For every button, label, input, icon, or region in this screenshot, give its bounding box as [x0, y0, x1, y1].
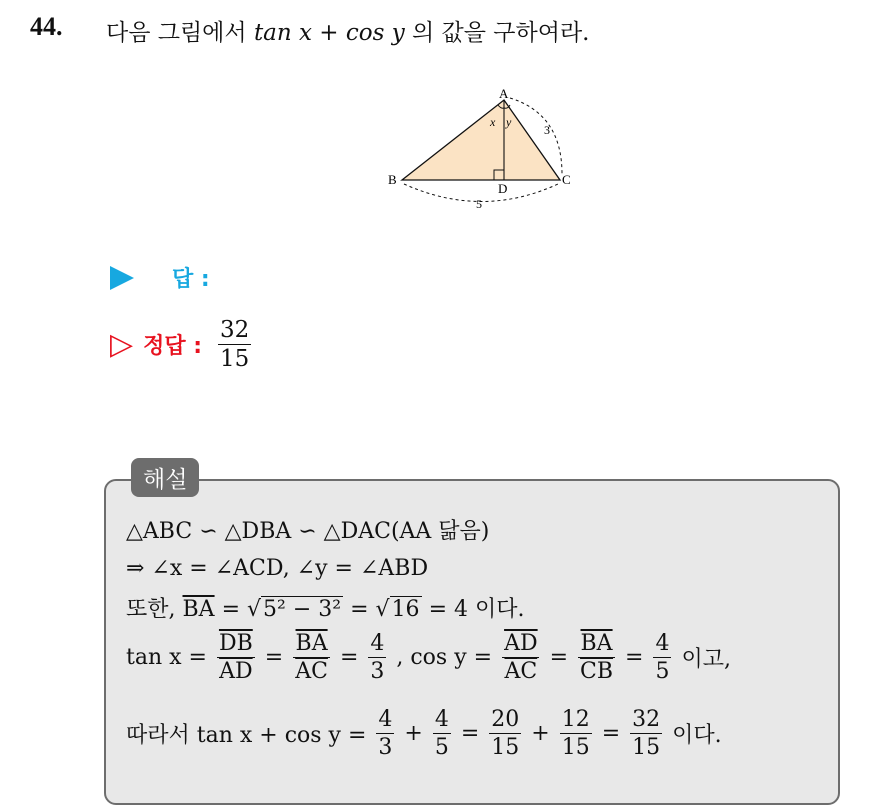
sqrt-radicand-1: 5² − 3²	[263, 597, 342, 622]
label-side-5: 5	[476, 197, 482, 211]
solution-line-2: ⇒ ∠x = ∠ACD, ∠y = ∠ABD	[126, 556, 429, 581]
fraction-ba-ac	[293, 632, 330, 683]
play-triangle-icon	[110, 266, 134, 290]
fraction-ad-ac	[502, 632, 540, 683]
line5-prefix: 따라서 tan x + cos y =	[126, 723, 367, 749]
fraction-denominator: 15	[561, 735, 590, 761]
line3-prefix: 또한,	[126, 597, 176, 622]
answer-label: 답 :	[172, 267, 210, 292]
fraction-numerator: 32	[632, 707, 661, 732]
solution-line-5	[126, 708, 722, 759]
equals-sign: =	[549, 645, 569, 671]
question-prefix: 다음 그림에서	[106, 20, 247, 46]
line3-equals: =	[221, 597, 240, 622]
question-text	[106, 14, 590, 47]
fraction-numerator: 32	[220, 317, 250, 343]
fraction-numerator: 20	[491, 707, 520, 732]
label-side-3: 3	[544, 123, 550, 137]
fraction-denominator: 3	[378, 735, 393, 761]
fraction-denominator: 15	[632, 735, 661, 761]
fraction-denominator: AD	[219, 659, 253, 685]
fraction-numerator: 4	[655, 631, 670, 656]
equals-sign: =	[460, 721, 480, 747]
segment-ba: $\overline{BA}$	[182, 597, 215, 622]
question-suffix: 의 값을 구하여라.	[412, 20, 590, 46]
fraction-denominator: 15	[220, 346, 250, 373]
fraction-denominator: CB	[580, 659, 614, 685]
label-b: B	[388, 172, 397, 187]
label-c: C	[562, 172, 571, 187]
fraction-db-ad	[217, 632, 255, 683]
sqrt-radicand-2: 16	[391, 597, 420, 622]
label-x: x	[490, 115, 496, 129]
tanx-label: tan x =	[126, 645, 207, 671]
solution-line-1: △ABC ∽ △DBA ∽ △DAC(AA 닮음)	[126, 519, 490, 544]
sqrt-sign-2: √	[375, 597, 390, 622]
fraction-numerator: $\overline{BA}$	[295, 631, 328, 656]
line3-end: = 4 이다.	[428, 597, 525, 622]
fraction-numerator: 4	[434, 707, 449, 732]
solution-line-3	[126, 592, 524, 623]
equals-sign: =	[625, 645, 644, 671]
fraction-numerator: $\overline{DB}$	[218, 631, 253, 656]
label-a: A	[499, 86, 509, 101]
question-number: 44.	[30, 12, 63, 41]
label-y: y	[506, 115, 512, 129]
fraction-4-3	[376, 708, 394, 759]
fraction-4-5	[653, 632, 671, 683]
equals-sign: =	[601, 721, 621, 747]
fraction-12-15	[560, 708, 592, 759]
fraction-denominator: 5	[655, 659, 670, 685]
cosy-label: , cos y =	[396, 645, 493, 671]
solution-tag: 해설	[131, 458, 199, 497]
line4-end: 이고,	[681, 647, 731, 673]
fraction-numerator: 12	[561, 707, 590, 732]
solution-line-4	[126, 632, 731, 683]
fraction-denominator: AC	[504, 659, 538, 685]
answer-row	[110, 262, 210, 293]
fraction-ba-cb	[578, 632, 615, 683]
correct-answer-label: 정답 :	[143, 334, 203, 360]
correct-answer-row	[110, 318, 251, 371]
fraction-numerator: $\overline{BA}$	[580, 631, 613, 656]
line3-equals-2: =	[350, 597, 369, 622]
fraction-denominator: 5	[434, 735, 449, 761]
fraction-numerator: $\overline{AD}$	[504, 631, 538, 656]
outline-triangle-icon: ▷	[110, 326, 134, 362]
equals-sign: =	[264, 645, 284, 671]
fraction-denominator: 15	[491, 735, 520, 761]
plus-sign: +	[404, 721, 423, 747]
question-expression: tan x + cos y	[253, 20, 405, 46]
line5-end: 이다.	[672, 723, 722, 749]
equals-sign: =	[339, 645, 359, 671]
fraction-numerator: 4	[378, 707, 393, 732]
correct-answer-fraction	[218, 318, 251, 371]
fraction-20-15	[489, 708, 521, 759]
plus-sign: +	[531, 721, 550, 747]
fraction-32-15	[630, 708, 662, 759]
fraction-denominator: AC	[295, 659, 328, 685]
triangle-abc	[402, 100, 560, 180]
triangle-figure	[382, 84, 582, 214]
sqrt-sign: √	[247, 597, 262, 622]
fraction-4-5	[433, 708, 451, 759]
fraction-denominator: 3	[370, 659, 385, 685]
fraction-numerator: 4	[370, 631, 385, 656]
fraction-4-3	[368, 632, 386, 683]
label-d: D	[498, 181, 508, 196]
